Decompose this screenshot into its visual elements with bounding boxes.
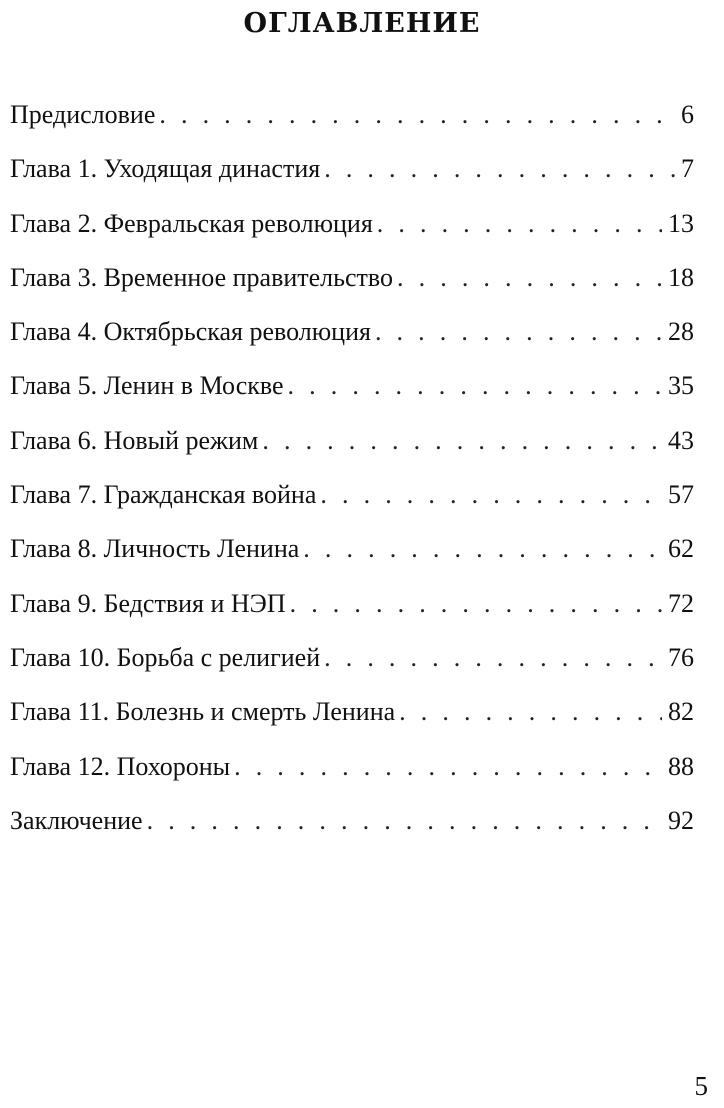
toc-entry-page: 72 xyxy=(668,588,694,618)
toc-entry-chapter-2 xyxy=(10,197,694,251)
toc-entry-chapter-3 xyxy=(10,251,694,305)
dot-leader xyxy=(375,305,662,359)
dot-leader xyxy=(324,142,675,196)
page-title: ОГЛАВЛЕНИЕ xyxy=(243,8,481,39)
dot-leader xyxy=(262,414,662,468)
toc-entry-label: Глава 11. Болезнь и смерть Ленина xyxy=(10,697,396,727)
toc-entry-label: Глава 5. Ленин в Москве xyxy=(10,371,284,401)
dot-leader xyxy=(290,577,662,631)
toc-entry-label: Глава 2. Февральская революция xyxy=(10,208,373,238)
toc-entry-page: 28 xyxy=(668,317,694,347)
toc-entry-chapter-7 xyxy=(10,468,694,522)
dot-leader xyxy=(320,468,662,522)
toc-entry-label: Глава 1. Уходящая династия xyxy=(10,154,321,184)
toc-entry-chapter-4 xyxy=(10,305,694,359)
toc-entry-chapter-11 xyxy=(10,685,694,739)
dot-leader xyxy=(377,197,662,251)
toc-entry-page: 88 xyxy=(668,751,694,781)
dot-leader xyxy=(324,631,662,685)
toc-entry-page: 92 xyxy=(668,805,694,835)
toc-entry-chapter-5 xyxy=(10,359,694,413)
dot-leader xyxy=(303,522,662,576)
dot-leader xyxy=(147,794,662,848)
toc-entry-label: Глава 3. Временное правительство xyxy=(10,262,394,292)
toc-entry-label: Предисловие xyxy=(10,100,156,129)
toc-entry-page: 18 xyxy=(668,262,694,292)
toc-entry-label: Глава 12. Похороны xyxy=(10,751,231,781)
toc-entry-label: Глава 4. Октябрьская революция xyxy=(10,317,371,347)
toc-entry-page: 76 xyxy=(668,642,694,672)
dot-leader xyxy=(159,88,675,142)
toc-entry-label: Глава 7. Гражданская война xyxy=(10,480,317,510)
toc-entry-page: 35 xyxy=(668,371,694,401)
toc-entry-chapter-10 xyxy=(10,631,694,685)
dot-leader xyxy=(397,251,662,305)
toc-entry-chapter-1 xyxy=(10,142,694,196)
toc-entry-label: Глава 10. Борьба с религией xyxy=(10,642,321,672)
toc-entry-page: 82 xyxy=(668,697,694,727)
toc-entry-conclusion xyxy=(10,794,694,848)
toc-entry-preface xyxy=(10,88,694,142)
toc-entry-page: 13 xyxy=(668,208,694,238)
toc-entry-chapter-6 xyxy=(10,414,694,468)
toc-entry-page: 57 xyxy=(668,480,694,510)
toc-entry-label: Глава 8. Личность Ленина xyxy=(10,534,300,564)
toc-entry-label: Глава 6. Новый режим xyxy=(10,425,259,455)
dot-leader xyxy=(234,740,662,794)
toc-entry-page: 7 xyxy=(681,154,694,184)
toc-entry-chapter-8 xyxy=(10,522,694,576)
toc-entry-page: 43 xyxy=(668,425,694,455)
page-number: 5 xyxy=(694,1071,708,1101)
toc-entry-chapter-9 xyxy=(10,577,694,631)
table-of-contents xyxy=(10,88,694,848)
toc-entry-label: Заключение xyxy=(10,805,143,835)
toc-entry-page: 6 xyxy=(681,100,694,129)
dot-leader xyxy=(288,359,662,413)
toc-entry-page: 62 xyxy=(668,534,694,564)
toc-entry-label: Глава 9. Бедствия и НЭП xyxy=(10,588,286,618)
toc-entry-chapter-12 xyxy=(10,740,694,794)
dot-leader xyxy=(399,685,662,739)
